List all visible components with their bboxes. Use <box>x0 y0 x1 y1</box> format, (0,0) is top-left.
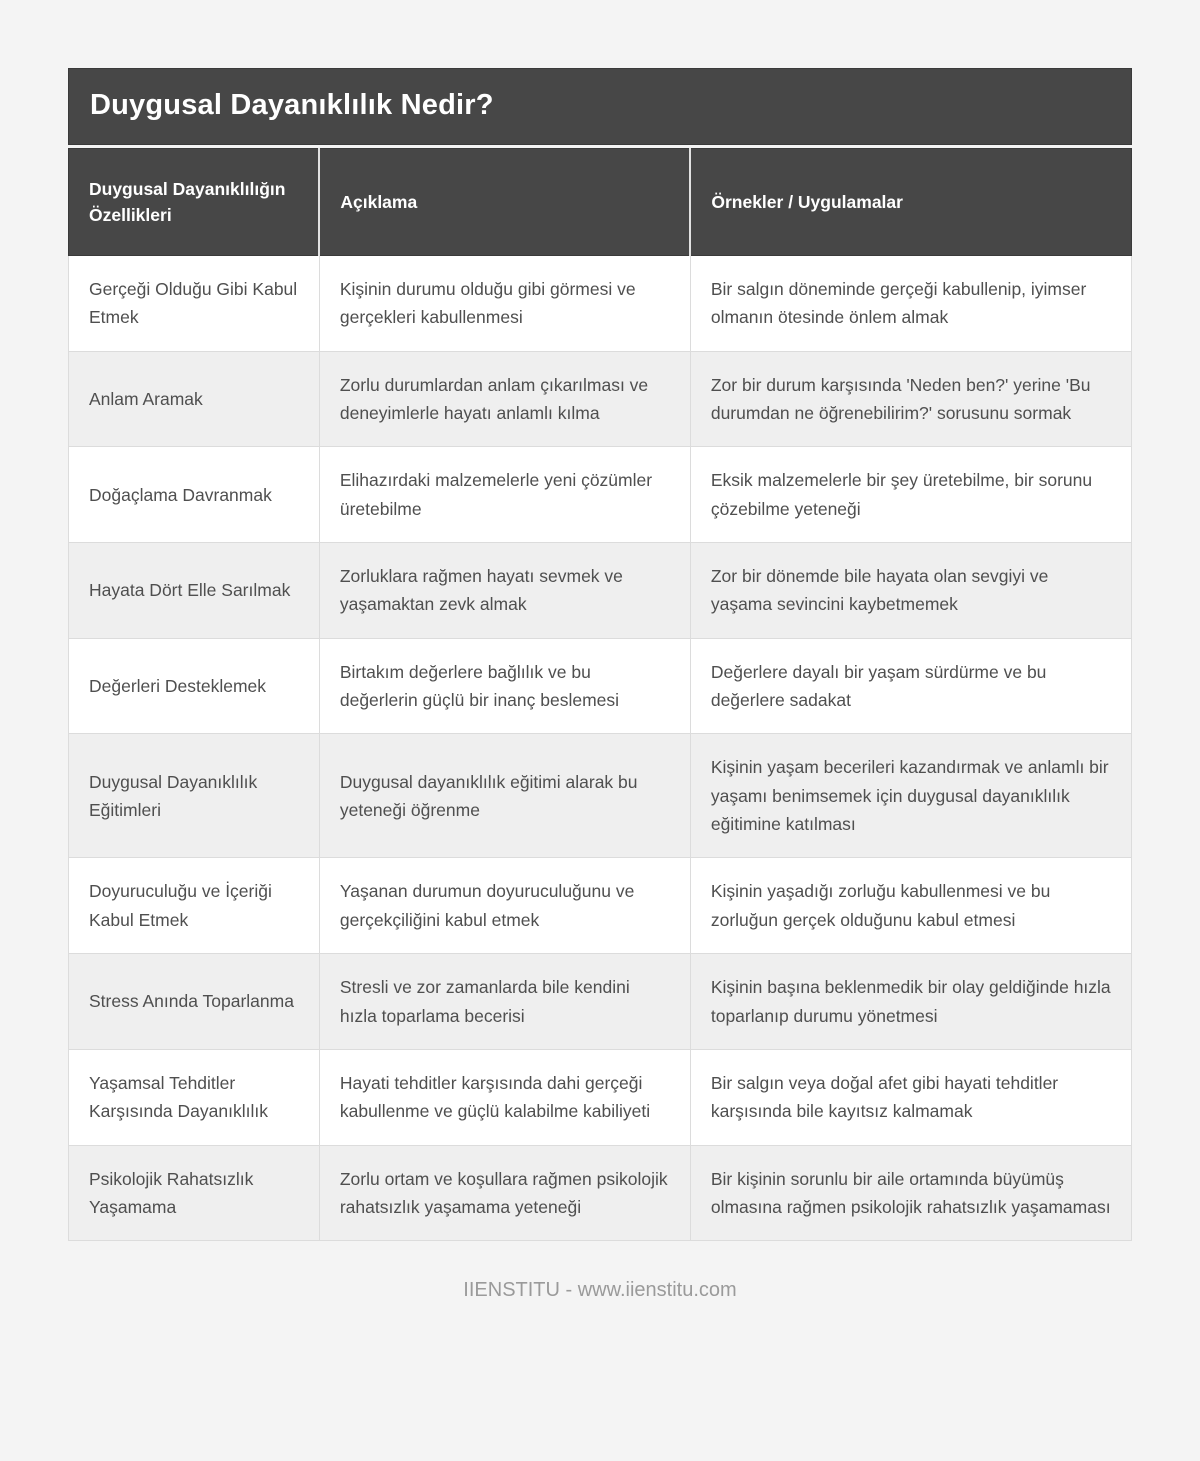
footer-credit: IIENSTITU - www.iienstitu.com <box>463 1279 737 1302</box>
table-header-row <box>69 149 1132 256</box>
cell-example: Bir kişinin sorunlu bir aile ortamında büyümüş olmasına rağmen psikolojik rahatsızlık yaşamaması <box>690 1145 1131 1241</box>
page-title: Duygusal Dayanıklılık Nedir? <box>68 68 1132 145</box>
cell-feature: Doyuruculuğu ve İçeriği Kabul Etmek <box>69 858 320 954</box>
table-row <box>69 858 1132 954</box>
cell-description: Elihazırdaki malzemelerle yeni çözümler üretebilme <box>319 447 690 543</box>
cell-example: Kişinin yaşadığı zorluğu kabullenmesi ve bu zorluğun gerçek olduğunu kabul etmesi <box>690 858 1131 954</box>
column-header-features: Duygusal Dayanıklılığın Özellikleri <box>69 149 320 256</box>
cell-description: Zorlu durumlardan anlam çıkarılması ve deneyimlerle hayatı anlamlı kılma <box>319 351 690 447</box>
cell-feature: Doğaçlama Davranmak <box>69 447 320 543</box>
cell-feature: Anlam Aramak <box>69 351 320 447</box>
cell-example: Zor bir durum karşısında 'Neden ben?' yerine 'Bu durumdan ne öğrenebilirim?' sorusunu sormak <box>690 351 1131 447</box>
table-row <box>69 734 1132 858</box>
cell-example: Bir salgın veya doğal afet gibi hayati tehditler karşısında bile kayıtsız kalmamak <box>690 1049 1131 1145</box>
table-row <box>69 1049 1132 1145</box>
cell-description: Stresli ve zor zamanlarda bile kendini hızla toparlama becerisi <box>319 954 690 1050</box>
table-row <box>69 954 1132 1050</box>
cell-example: Kişinin yaşam becerileri kazandırmak ve anlamlı bir yaşamı benimsemek için duygusal dayanıklılık eğitimine katılması <box>690 734 1131 858</box>
cell-feature: Stress Anında Toparlanma <box>69 954 320 1050</box>
resilience-table <box>68 148 1132 1241</box>
table-row <box>69 256 1132 352</box>
table-body <box>69 256 1132 1241</box>
cell-description: Zorlu ortam ve koşullara rağmen psikolojik rahatsızlık yaşamama yeteneği <box>319 1145 690 1241</box>
cell-feature: Yaşamsal Tehditler Karşısında Dayanıklılık <box>69 1049 320 1145</box>
cell-example: Zor bir dönemde bile hayata olan sevgiyi ve yaşama sevincini kaybetmemek <box>690 543 1131 639</box>
cell-example: Kişinin başına beklenmedik bir olay geldiğinde hızla toparlanıp durumu yönetmesi <box>690 954 1131 1050</box>
column-header-description: Açıklama <box>319 149 690 256</box>
cell-feature: Hayata Dört Elle Sarılmak <box>69 543 320 639</box>
cell-example: Eksik malzemelerle bir şey üretebilme, bir sorunu çözebilme yeteneği <box>690 447 1131 543</box>
cell-feature: Psikolojik Rahatsızlık Yaşamama <box>69 1145 320 1241</box>
table-row <box>69 351 1132 447</box>
cell-description: Yaşanan durumun doyuruculuğunu ve gerçekçiliğini kabul etmek <box>319 858 690 954</box>
cell-example: Değerlere dayalı bir yaşam sürdürme ve bu değerlere sadakat <box>690 638 1131 734</box>
cell-description: Hayati tehditler karşısında dahi gerçeği kabullenme ve güçlü kalabilme kabiliyeti <box>319 1049 690 1145</box>
cell-description: Duygusal dayanıklılık eğitimi alarak bu yeteneği öğrenme <box>319 734 690 858</box>
column-header-examples: Örnekler / Uygulamalar <box>690 149 1131 256</box>
table-row <box>69 1145 1132 1241</box>
cell-example: Bir salgın döneminde gerçeği kabullenip, iyimser olmanın ötesinde önlem almak <box>690 256 1131 352</box>
table-header <box>69 149 1132 256</box>
cell-description: Kişinin durumu olduğu gibi görmesi ve gerçekleri kabullenmesi <box>319 256 690 352</box>
table-row <box>69 638 1132 734</box>
cell-feature: Duygusal Dayanıklılık Eğitimleri <box>69 734 320 858</box>
cell-description: Zorluklara rağmen hayatı sevmek ve yaşamaktan zevk almak <box>319 543 690 639</box>
table-row <box>69 447 1132 543</box>
table-row <box>69 543 1132 639</box>
cell-feature: Değerleri Desteklemek <box>69 638 320 734</box>
cell-description: Birtakım değerlere bağlılık ve bu değerlerin güçlü bir inanç beslemesi <box>319 638 690 734</box>
cell-feature: Gerçeği Olduğu Gibi Kabul Etmek <box>69 256 320 352</box>
